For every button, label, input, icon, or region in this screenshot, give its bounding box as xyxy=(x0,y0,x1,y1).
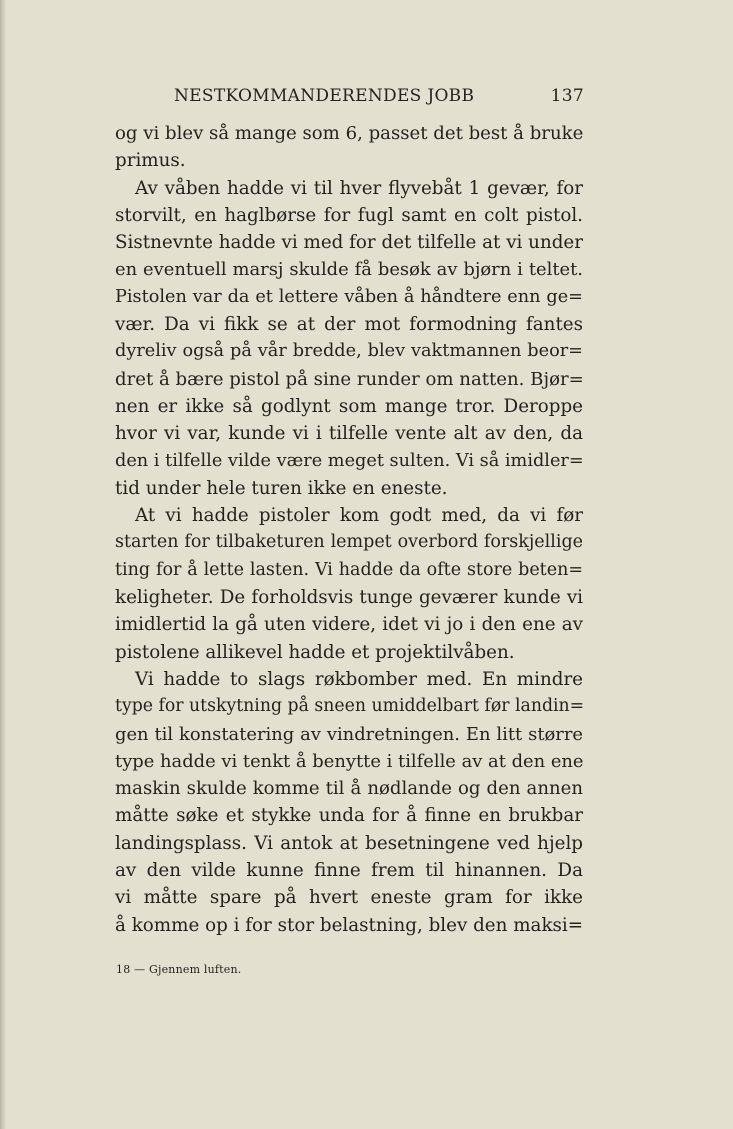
text-line: imidlertid la gå uten videre, idet vi jo i den ene av xyxy=(115,614,583,636)
body-text xyxy=(115,120,583,939)
text-line: keligheter. De forholdsvis tunge geværer kunde vi xyxy=(115,587,583,609)
text-line: pistolene allikevel hadde et projektilvåben. xyxy=(115,641,515,663)
printer-signature: 18 — Gjennem luften. xyxy=(116,963,242,976)
text-line: å komme op i for stor belastning, blev den maksi= xyxy=(115,914,584,936)
text-line: dyreliv også på vår bredde, blev vaktmannen beor= xyxy=(115,341,583,362)
text-line: storvilt, en haglbørse for fugl samt en colt pistol. xyxy=(115,204,583,226)
text-line: og vi blev så mange som 6, passet det best å bruke xyxy=(115,123,584,144)
text-line: Vi hadde to slags røkbomber med. En mindre xyxy=(135,668,583,690)
chapter-title: NESTKOMMANDERENDES JOBB xyxy=(174,86,475,106)
page-number: 137 xyxy=(550,86,584,106)
text-line: type hadde vi tenkt å benytte i tilfelle av at den ene xyxy=(115,750,584,772)
text-line: vi måtte spare på hvert eneste gram for ikke xyxy=(115,887,583,909)
text-line: ting for å lette lasten. Vi hadde da ofte store beten= xyxy=(115,559,583,580)
page-spine-shadow xyxy=(0,0,6,1129)
text-line: tid under hele turen ikke en eneste. xyxy=(115,477,448,499)
text-line: vær. Da vi fikk se at der mot formodning fantes xyxy=(115,314,583,336)
text-line: en eventuell marsj skulde få besøk av bjørn i teltet. xyxy=(115,259,583,281)
text-line: gen til konstatering av vindretningen. En litt større xyxy=(115,723,583,745)
running-head xyxy=(114,84,584,108)
text-line: maskin skulde komme til å nødlande og den annen xyxy=(115,778,583,800)
text-line: starten for tilbaketuren lempet overbord forskjellige xyxy=(115,532,583,553)
text-line: Pistolen var da et lettere våben å håndtere enn ge= xyxy=(115,286,583,307)
text-line: hvor vi var, kunde vi i tilfelle vente alt av den, da xyxy=(115,423,583,445)
text-line: primus. xyxy=(115,150,186,172)
text-line: av den vilde kunne finne frem til hinannen. Da xyxy=(115,860,583,882)
text-line: dret å bære pistol på sine runder om natten. Bjør= xyxy=(115,368,584,390)
text-line: nen er ikke så godlynt som mange tror. Deroppe xyxy=(115,395,583,417)
text-line: måtte søke et stykke unda for å finne en brukbar xyxy=(115,805,583,827)
text-line: type for utskytning på sneen umiddelbart før landin= xyxy=(115,696,585,717)
text-line: Sistnevnte hadde vi med for det tilfelle at vi under xyxy=(115,232,583,254)
text-line: At vi hadde pistoler kom godt med, da vi før xyxy=(135,505,583,527)
text-line: Av våben hadde vi til hver flyvebåt 1 gevær, for xyxy=(135,177,583,199)
text-line: landingsplass. Vi antok at besetningene ved hjelp xyxy=(115,832,583,854)
text-line: den i tilfelle vilde være meget sulten. Vi så imidler= xyxy=(115,450,584,471)
